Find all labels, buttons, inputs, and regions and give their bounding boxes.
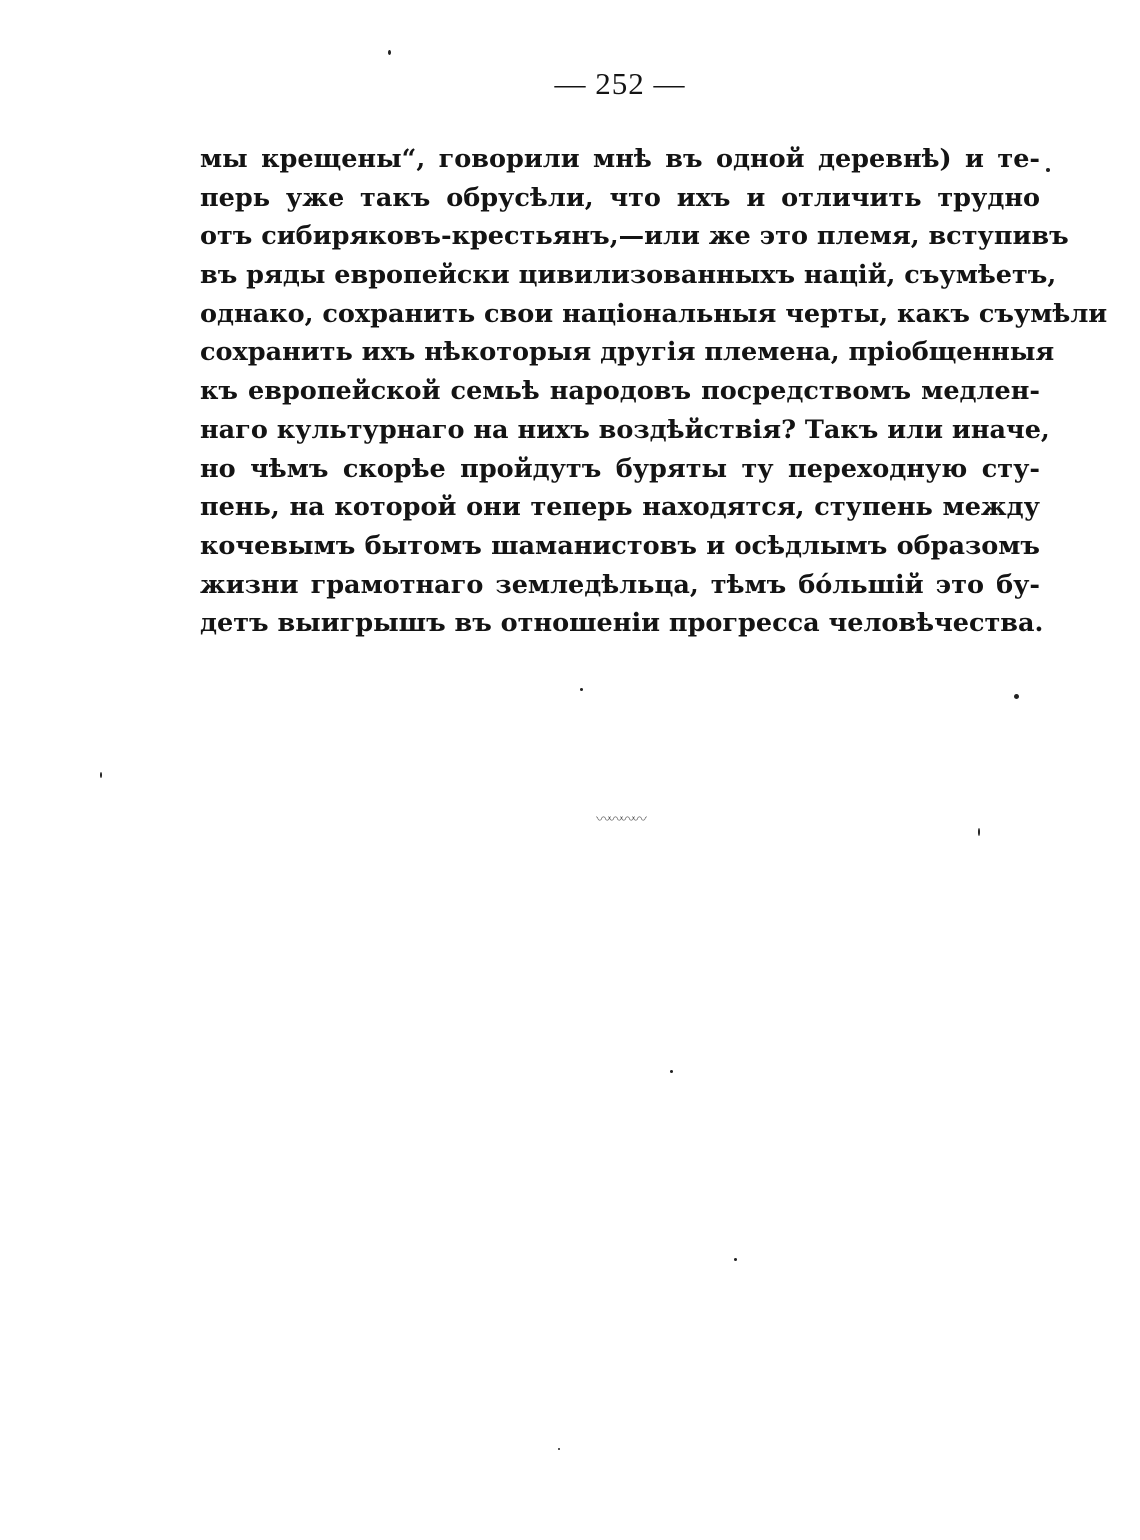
text-line: мы крещены“, говорили мнѣ въ одной деревнѣ) и те-	[200, 144, 1040, 174]
scan-speck	[558, 1448, 560, 1450]
text-line: отъ сибиряковъ-крестьянъ,—или же это племя, вступивъ	[200, 221, 1069, 252]
text-line: къ европейской семьѣ народовъ посредствомъ медлен-	[200, 376, 1040, 407]
text-line: пень, на которой они теперь находятся, ступень между	[200, 492, 1040, 523]
section-ornament: 〰〰〰〰	[595, 810, 644, 828]
scan-speck	[388, 50, 391, 55]
scan-speck	[978, 828, 980, 836]
scan-speck	[1046, 168, 1050, 172]
text-line: жизни грамотнаго земледѣльца, тѣмъ бóльшій это бу-	[200, 569, 1040, 600]
text-line: въ ряды европейски цивилизованныхъ націй, съумѣетъ,	[200, 260, 1057, 291]
scan-speck	[580, 688, 583, 691]
text-line: сохранить ихъ нѣкоторыя другія племена, пріобщенныя	[200, 337, 1055, 368]
text-line: наго культурнаго на нихъ воздѣйствія? Такъ или иначе,	[200, 414, 1050, 445]
scan-speck	[670, 1070, 673, 1073]
text-line: но чѣмъ скорѣе пройдутъ буряты ту переходную сту-	[200, 453, 1040, 484]
scan-speck	[734, 1258, 737, 1261]
text-line: перь уже такъ обрусѣли, что ихъ и отличить трудно	[200, 182, 1040, 213]
scan-speck	[1014, 694, 1019, 699]
body-text	[200, 140, 1108, 643]
scan-speck	[100, 772, 102, 778]
text-line: детъ выигрышъ въ отношеніи прогресса человѣчества.	[200, 608, 1044, 639]
text-line: кочевымъ бытомъ шаманистовъ и осѣдлымъ образомъ	[200, 530, 1040, 561]
page-number: — 252 —	[554, 66, 686, 101]
text-line: однако, сохранить свои національныя черты, какъ съумѣли	[200, 298, 1108, 329]
